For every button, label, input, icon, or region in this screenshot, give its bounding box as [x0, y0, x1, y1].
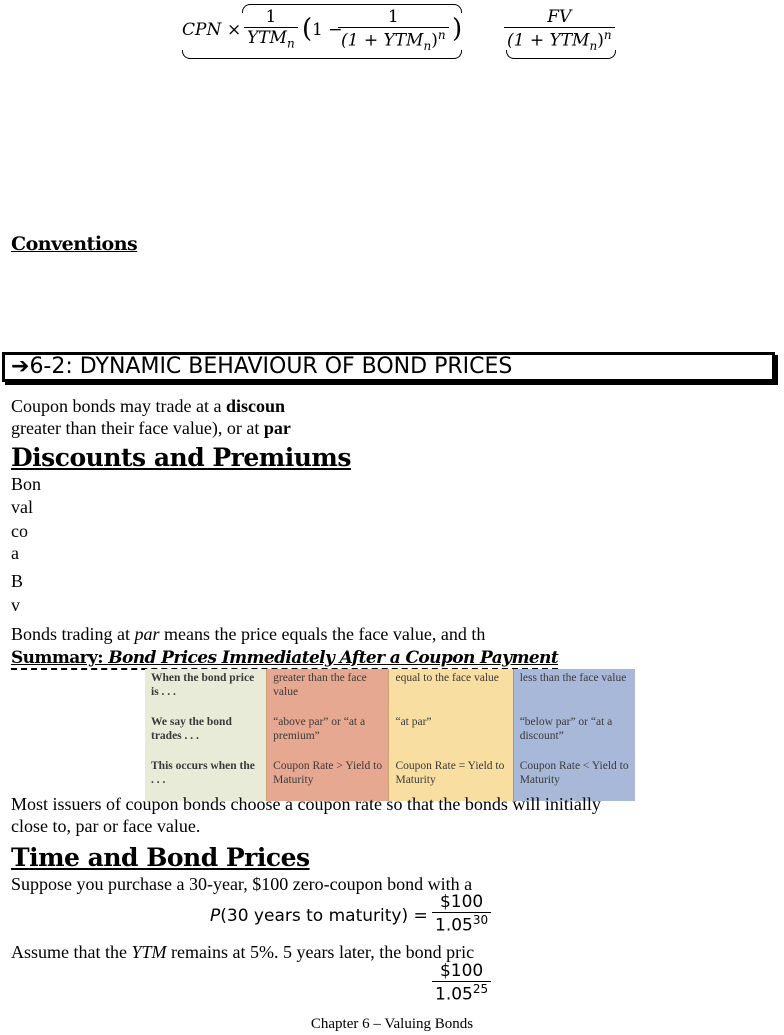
top-formula: [182, 4, 622, 66]
eq1-fraction: $\frac{\$100}{1.05^{30}}$: [432, 892, 491, 936]
table-row: This occurs when the . . . Coupon Rate > Yield to Maturity Coupon Rate = Yield to Maturity Coupon Rate < Yield to Maturity: [145, 757, 635, 801]
formula-paren-open: (: [302, 14, 313, 44]
fragment-2: val: [11, 497, 33, 517]
equation-price-25: $\frac{\$100}{1.05^{25}}$: [432, 961, 491, 1005]
time-heading: Time and Bond Prices: [11, 843, 310, 872]
discounts-heading: Discounts and Premiums: [11, 443, 351, 472]
assume-paragraph: Assume that the YTM remains at 5%. 5 years later, the bond pric: [11, 942, 475, 962]
fragment-4: a: [11, 543, 19, 563]
intro-paragraph: Coupon bonds may trade at a discoun greater than their face value), or at par: [11, 396, 291, 438]
fragment-3: co: [11, 521, 28, 541]
formula-cpn: CPN: [182, 20, 222, 40]
fragment-1: Bon: [11, 474, 42, 494]
issuers-paragraph: Most issuers of coupon bonds choose a coupon rate so that the bonds will initially close to, par or face value.: [11, 794, 601, 836]
par-paragraph: Bonds trading at par means the price equals the face value, and th: [11, 624, 486, 644]
formula-fv-fraction: FV $(1 + YTM_n)^n$: [504, 7, 615, 53]
formula-one-minus: 1 −: [312, 20, 343, 40]
fragment-5: B: [11, 571, 24, 591]
section-header: [2, 352, 775, 382]
equation-price-30: P(30 years to maturity) = $\frac{\$100}{1.05^{30}}$: [210, 892, 490, 942]
summary-heading: Summary: Bond Prices Immediately After a Coupon Payment: [11, 648, 559, 668]
fragment-6: v: [11, 595, 20, 615]
summary-table: [145, 669, 635, 801]
formula-times: ×: [227, 20, 242, 40]
page-footer: Chapter 6 – Valuing Bonds: [310, 1016, 474, 1032]
conventions-heading: Conventions: [11, 233, 138, 255]
formula-inner-fraction: 1 $(1 + YTM_n)^n$: [338, 7, 449, 53]
formula-paren-close: ): [452, 14, 463, 44]
arrow-icon: ➔: [11, 354, 30, 379]
underbrace-right: [506, 50, 616, 59]
suppose-paragraph: Suppose you purchase a 30-year, $100 zero-coupon bond with a: [11, 874, 473, 894]
section-title: 6-2: DYNAMIC BEHAVIOUR OF BOND PRICES: [29, 354, 513, 379]
underbrace-left: [182, 50, 462, 59]
table-row: We say the bond trades . . . “above par” or “at a premium” “at par” “below par” or “at a discount”: [145, 713, 635, 757]
table-row: When the bond price is . . . greater than the face value equal to the face value less than the face value: [145, 669, 635, 713]
formula-fraction-1: 1 $YTM_n$: [244, 7, 298, 50]
